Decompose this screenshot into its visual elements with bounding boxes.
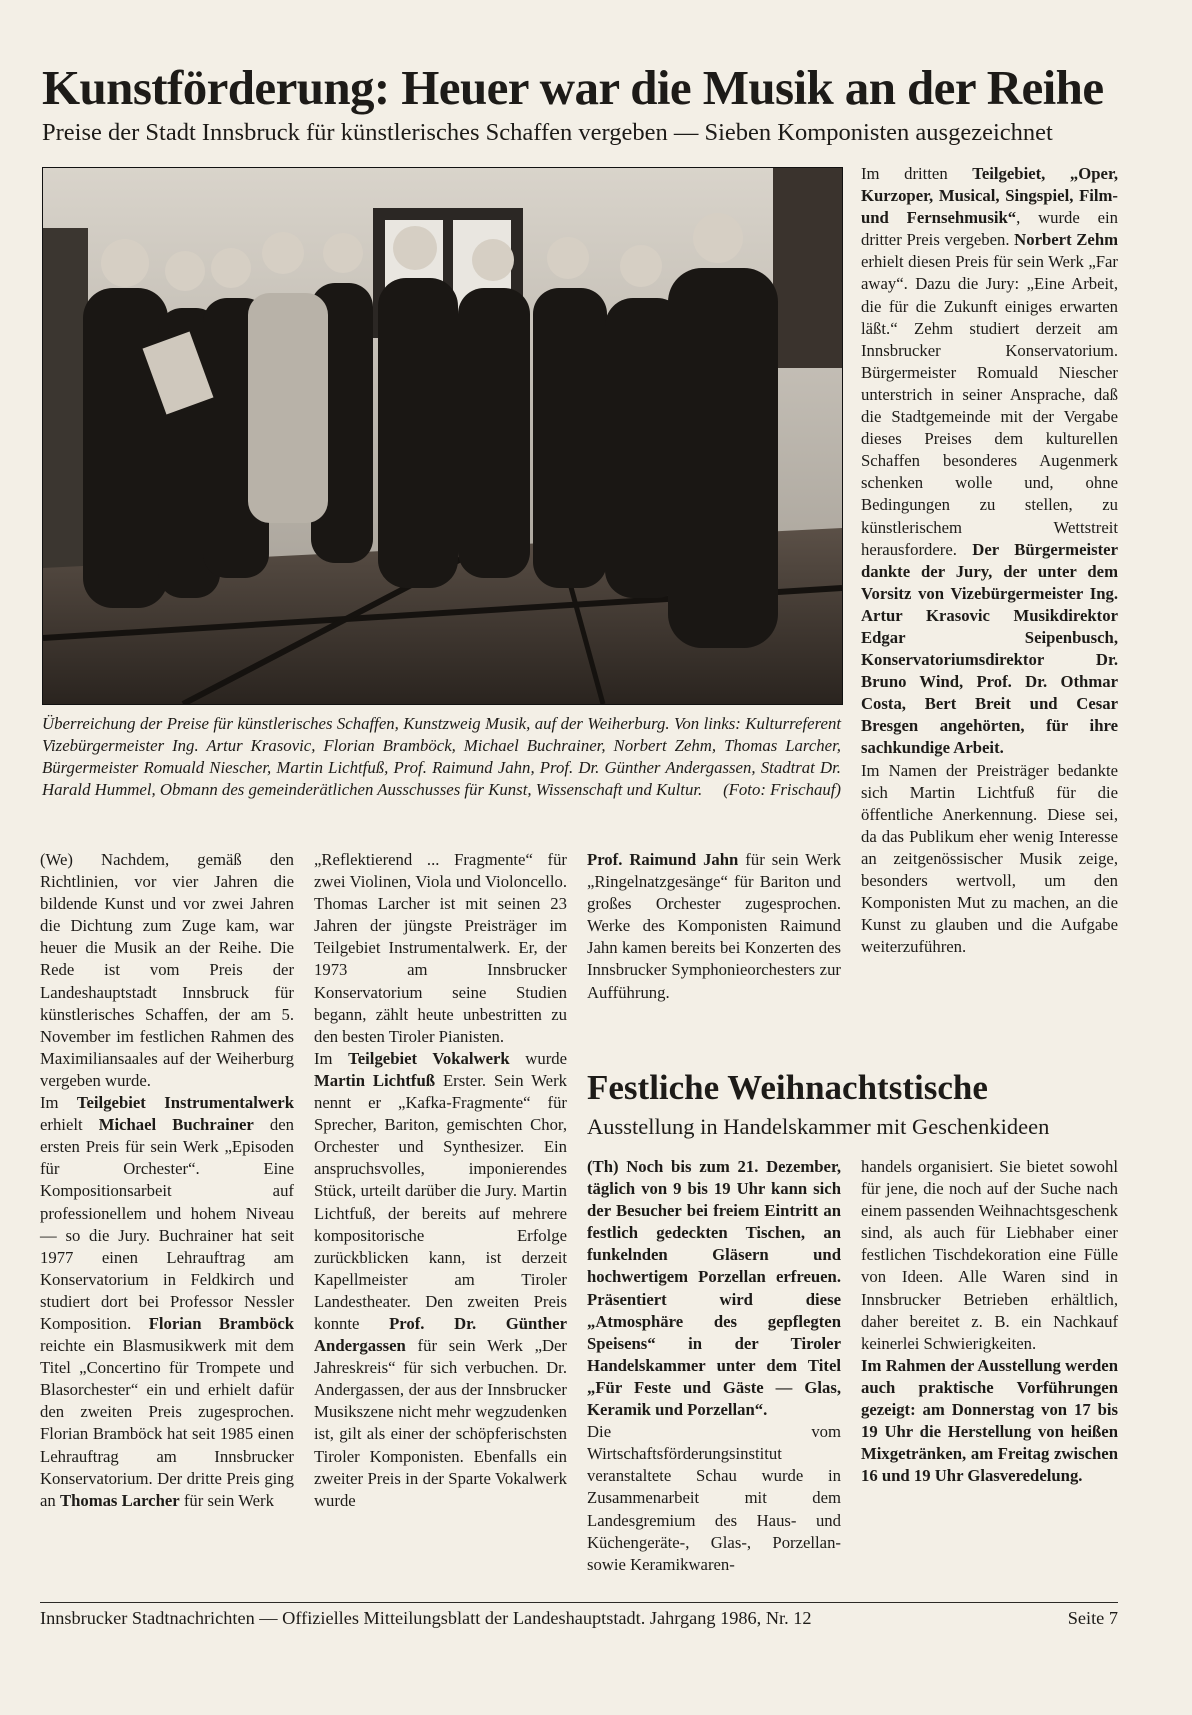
article2-column-2 [861,1156,1118,1487]
footer-rule [40,1602,1118,1603]
article-column-4 [861,163,1118,958]
paragraph: „Reflektierend ... Fragmente“ für zwei Violinen, Viola und Violoncello. Thomas Larcher ist mit seinen 23 Jahren der jüngste Preisträger im Teilgebiet Instrumentalwerk. Er, der 1973 am Innsbrucker Konservatorium seine Studien begann, zählt heute unbestritten zu den besten Tiroler Pianisten. [314,850,567,1046]
paragraph: Prof. Raimund Jahn für sein Werk „Ringelnatzgesänge“ für Bariton und großes Orchester zugesprochen. Werke des Komponisten Raimund Jahn kamen bereits bei Konzerten des Innsbrucker Symphonieorchesters zur Aufführung. [587,850,841,1002]
paragraph: Im Teilgebiet Vokalwerk wurde Martin Lichtfuß Erster. Sein Werk nennt er „Kafka-Fragmente“ für Sprecher, Bariton, gemischten Chor, Orchester und Synthesizer. Ein anspruchsvolles, imponierendes Stück, urteilt darüber die Jury. Martin Lichtfuß, der bereits auf mehrere kompositorische Erfolge zurückblicken kann, ist derzeit Kapellmeister am Tiroler Landestheater. Den zweiten Preis konnte Prof. Dr. Günther Andergassen für sein Werk „Der Jahreskreis“ für sich verbuchen. Dr. Andergassen, der aus der Innsbrucker Musikszene nicht mehr wegzudenken ist, gilt als einer der schöpferischsten Tiroler Komponisten. Ebenfalls ein zweiter Preis in der Sparte Vokalwerk wurde [314,1048,567,1510]
page-footer [40,1606,1118,1630]
article-column-2 [314,849,567,1512]
paragraph: (Th) Noch bis zum 21. Dezember, täglich von 9 bis 19 Uhr kann sich der Besucher bei freiem Eintritt an festlich gedeckten Tischen, an funkelnden Gläsern und hochwertigem Porzellan erfreuen. Präsentiert wird diese „Atmosphäre des gepflegten Speisens“ in der Tiroler Handelskammer unter dem Titel „Für Feste und Gäste — Glas, Keramik und Porzellan“. [587,1157,841,1420]
paragraph: (We) Nachdem, gemäß den Richtlinien, vor vier Jahren die bildende Kunst und vor zwei Jahren die Dichtung zum Zuge kam, war heuer die Musik an der Reihe. Die Rede ist vom Preis der Landeshauptstadt Innsbruck für künstlerisches Schaffen, der am 5. November im festlichen Rahmen des Maximiliansaales auf der Weiherburg vergeben wurde. [40,850,294,1090]
paragraph: Im Teilgebiet Instrumentalwerk erhielt Michael Buchrainer den ersten Preis für sein Werk „Episoden für Orchester“. Eine Kompositionsarbeit auf professionellem und hohem Niveau — so die Jury. Buchrainer hat seit 1977 einen Lehrauftrag am Konservatorium in Feldkirch und studiert dort bei Professor Nessler Komposition. Florian Bramböck reichte ein Blasmusikwerk mit dem Titel „Concertino für Trompete und Blasorchester“ ein und erhielt dafür den zweiten Preis zugesprochen. Florian Bramböck hat seit 1985 einen Lehrauftrag am Innsbrucker Konservatorium. Der dritte Preis ging an Thomas Larcher für sein Werk [40,1093,295,1510]
article2-title: Festliche Weihnachtstische [587,1068,988,1107]
article-column-1 [40,849,294,1512]
footer-text: Innsbrucker Stadtnachrichten — Offizielles Mitteilungsblatt der Landeshauptstadt. Jahrgang 1986, Nr. 12 [40,1608,812,1628]
subheadline: Preise der Stadt Innsbruck für künstlerisches Schaffen vergeben — Sieben Komponisten ausgezeichnet [42,119,1053,146]
group-photo [42,167,843,705]
paragraph: Die vom Wirtschaftsförderungsinstitut veranstaltete Schau wurde in Zusammenarbeit mit dem Landesgremium des Haus- und Küchengeräte-, Glas-, Porzellan- sowie Keramikwaren- [587,1422,841,1574]
paragraph: Im Rahmen der Ausstellung werden auch praktische Vorführungen gezeigt: am Donnerstag von 17 bis 19 Uhr die Herstellung von heißen Mixgetränken, am Freitag zwischen 16 und 19 Uhr Glasveredelung. [861,1355,1118,1486]
article2-subtitle: Ausstellung in Handelskammer mit Geschenkideen [587,1114,1050,1139]
article2-column-1 [587,1156,841,1576]
photo-illustration [43,168,842,704]
photo-caption [42,713,841,801]
headline: Kunstförderung: Heuer war die Musik an der Reihe [42,60,1104,115]
paragraph: Im dritten Teilgebiet, „Oper, Kurzoper, Musical, Singspiel, Film- und Fernsehmusik“, wurde ein dritter Preis vergeben. Norbert Zehm erhielt diesen Preis für sein Werk „Far away“. Dazu die Jury: „Eine Arbeit, die für die Zukunft einiges erwarten läßt.“ Zehm studiert derzeit am Innsbrucker Konservatorium. Bürgermeister Romuald Niescher unterstrich in seiner Ansprache, daß die Stadtgemeinde mit der Vergabe dieses Preises dem kulturellen Schaffen besonderes Augenmerk schenken wolle und, ohne Bedingungen zu stellen, zu künstlerischem Wettstreit herausfordere. Der Bürgermeister dankte der Jury, der unter dem Vorsitz von Vizebürgermeister Ing. Artur Krasovic Musikdirektor Edgar Seipenbusch, Konservatoriumsdirektor Dr. Bruno Wind, Prof. Dr. Othmar Costa, Bert Breit und Cesar Bresgen angehörten, für ihre sachkundige Arbeit. [861,164,1119,758]
page-number: Seite 7 [1067,1608,1118,1628]
article-column-3 [587,849,841,1004]
paragraph: handels organisiert. Sie bietet sowohl für jene, die noch auf der Suche nach einem passenden Weihnachtsgeschenk sind, als auch für Liebhaber einer festlichen Tischdekoration eine Fülle von Ideen. Alle Waren sind in Innsbrucker Betrieben erhältlich, daher bereitet z. B. ein Nachkauf keinerlei Schwierigkeiten. [861,1157,1118,1353]
photo-credit: (Foto: Frischauf) [723,779,841,799]
paragraph: Im Namen der Preisträger bedankte sich Martin Lichtfuß für die öffentliche Anerkennung. Diese sei, da das Publikum eher wenig Interesse an zeitgenössischer Musik zeige, besonders wertvoll, um den Komponisten Mut zu machen, an die Kunst zu glauben und die Aufgabe weiterzuführen. [861,760,1118,957]
caption-text: Überreichung der Preise für künstlerisches Schaffen, Kunstzweig Musik, auf der Weiherburg. Von links: Kulturreferent Vizebürgermeister Ing. Artur Krasovic, Florian Bramböck, Michael Buchrainer, Norbert Zehm, Thomas Larcher, Bürgermeister Romuald Niescher, Martin Lichtfuß, Prof. Raimund Jahn, Prof. Dr. Günther Andergassen, Stadtrat Dr. Harald Hummel, Obmann des gemeinderätlichen Ausschusses für Kunst, Wissenschaft und Kultur. [42,714,841,799]
